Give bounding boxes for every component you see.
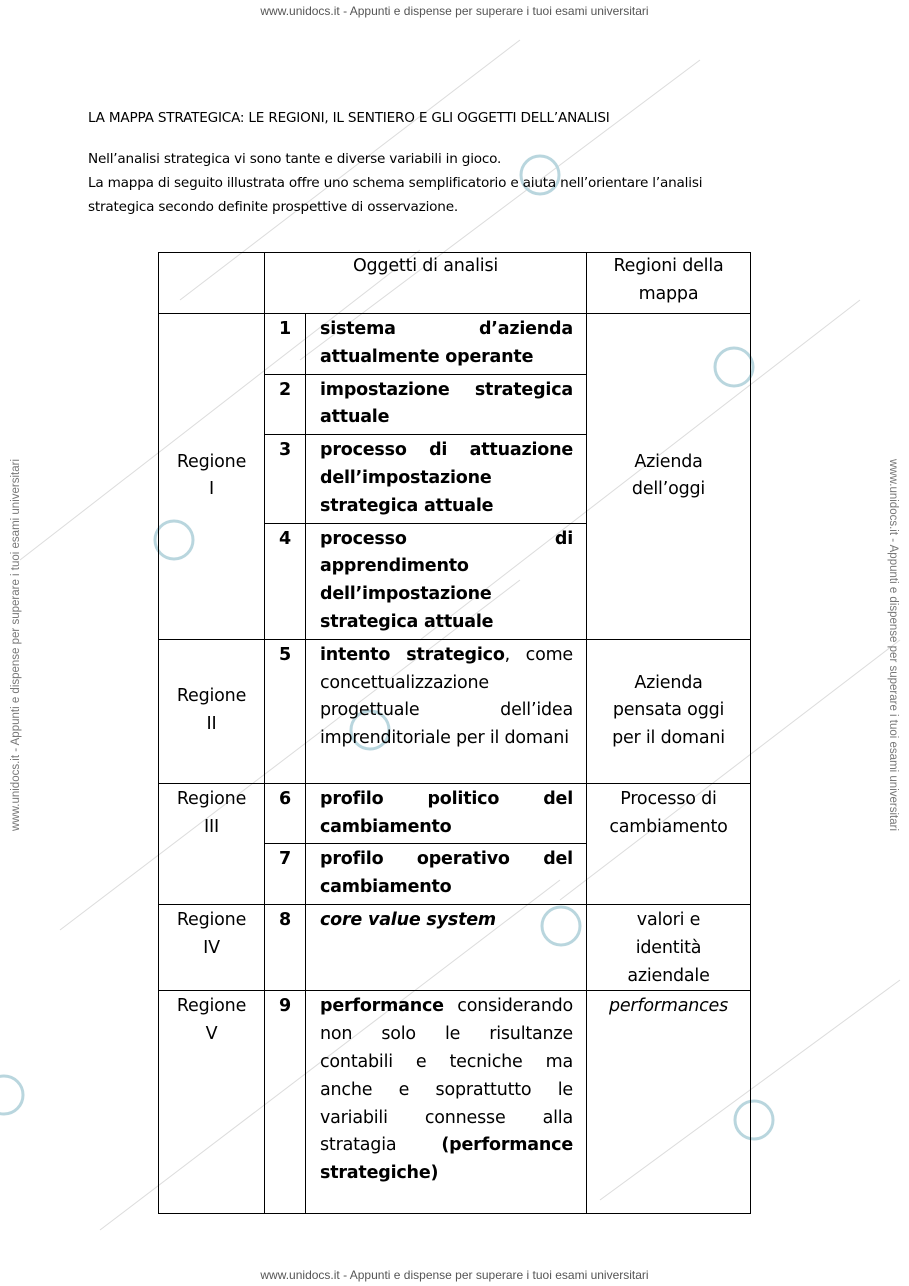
map-region-line: pensata oggi [612, 700, 725, 721]
map-region-line: Processo di [620, 788, 717, 809]
map-region-line: valori e [636, 909, 701, 930]
intro-line: La mappa di seguito illustrata offre uno schema semplificatorio e aiuta nell’orientare l’analisi [88, 175, 703, 191]
table-row [159, 904, 751, 990]
map-region [587, 639, 751, 783]
region-label [159, 314, 265, 640]
object-number: 6 [265, 783, 306, 844]
header-objects: Oggetti di analisi [265, 253, 587, 314]
table-row [159, 991, 751, 1214]
watermark-side-right: www.unidocs.it - Appunti e dispense per superare i tuoi esami universitari [887, 458, 899, 832]
object-number: 1 [265, 314, 306, 375]
region-label [159, 639, 265, 783]
map-region-line: dell’oggi [631, 479, 706, 500]
object-number: 2 [265, 374, 306, 435]
table-header-row [159, 253, 751, 314]
intro-paragraph [88, 147, 788, 219]
map-region-line: aziendale [627, 965, 710, 986]
object-text: considerando non solo le risultanze contabili e tecniche ma anche e soprattutto le variabili connesse alla stratagia [320, 996, 573, 1156]
object-description [306, 639, 587, 783]
table-row [159, 783, 751, 844]
map-region-line: Azienda [634, 672, 703, 693]
region-label [159, 991, 265, 1214]
region-label-line: V [205, 1024, 218, 1045]
map-region: performances [587, 991, 751, 1214]
object-number: 8 [265, 904, 306, 990]
map-region [587, 314, 751, 640]
header-regions [587, 253, 751, 314]
object-number: 5 [265, 639, 306, 783]
map-region [587, 783, 751, 904]
region-label-line: Regione [176, 686, 247, 707]
object-description: impostazione strategica attuale [306, 374, 587, 435]
table-row [159, 314, 751, 375]
map-region-line: cambiamento [609, 816, 728, 837]
region-label [159, 783, 265, 904]
watermark-side-left: www.unidocs.it - Appunti e dispense per superare i tuoi esami universitari [10, 458, 22, 832]
intro-line: strategica secondo definite prospettive di osservazione. [88, 199, 458, 215]
object-description: processo di attuazione dell’impostazione strategica attuale [306, 435, 587, 523]
object-number: 7 [265, 844, 306, 905]
header-regions-line: mappa [638, 283, 699, 304]
object-text: , come concettualizzazione progettuale dell’idea imprenditoriale per il domani [320, 644, 573, 749]
region-label-line: Regione [176, 996, 247, 1017]
intro-line: Nell’analisi strategica vi sono tante e diverse variabili in gioco. [88, 151, 502, 167]
object-number: 4 [265, 523, 306, 639]
map-region-line: Azienda [634, 451, 703, 472]
header-empty-cell [159, 253, 265, 314]
map-region-line: per il domani [612, 728, 725, 749]
map-region-line: identità [635, 937, 702, 958]
region-label-line: III [204, 816, 219, 837]
map-region [587, 904, 751, 990]
watermark-footer: www.unidocs.it - Appunti e dispense per superare i tuoi esami universitari [260, 1268, 649, 1282]
region-label-line: IV [203, 937, 220, 958]
region-label [159, 904, 265, 990]
page-title: LA MAPPA STRATEGICA: LE REGIONI, IL SENTIERO E GLI OGGETTI DELL’ANALISI [88, 110, 610, 126]
object-description: core value system [306, 904, 587, 990]
object-bold: intento strategico [320, 644, 505, 665]
header-regions-line: Regioni della [613, 256, 724, 276]
region-label-line: Regione [176, 451, 247, 472]
strategic-map-table [158, 252, 751, 1214]
object-description: profilo politico del cambiamento [306, 783, 587, 844]
object-number: 9 [265, 991, 306, 1214]
region-label-line: I [209, 479, 214, 500]
region-label-line: II [206, 714, 217, 735]
watermark-header: www.unidocs.it - Appunti e dispense per superare i tuoi esami universitari [260, 4, 649, 18]
object-description: processo di apprendimento dell’impostazione strategica attuale [306, 523, 587, 639]
object-number: 3 [265, 435, 306, 523]
table-row [159, 639, 751, 783]
object-description: sistema d’azienda attualmente operante [306, 314, 587, 375]
object-description [306, 991, 587, 1214]
region-label-line: Regione [176, 788, 247, 809]
object-bold: performance [320, 996, 444, 1017]
object-description: profilo operativo del cambiamento [306, 844, 587, 905]
region-label-line: Regione [176, 909, 247, 930]
object-bold: (performance strategiche) [320, 1135, 573, 1184]
